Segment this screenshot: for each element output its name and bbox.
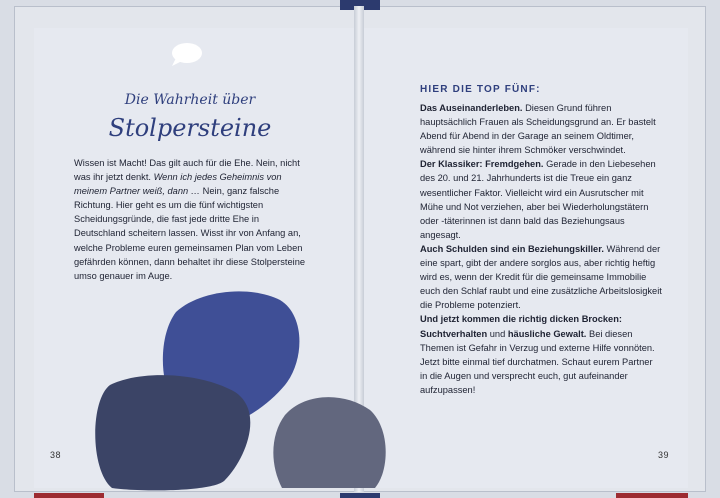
list-item	[420, 242, 662, 312]
item-text: Während der eine spart, gibt der andere sorglos aus, aber richtig heftig wird es, wenn der Kredit für die gemeinsame Immobilie euch den Schlaf raubt und eine zusätzliche Arbeitslosigkeit die Probleme potenziert.	[420, 243, 662, 311]
list-item	[420, 157, 662, 242]
item-title: Der Klassiker: Fremdgehen.	[420, 159, 544, 170]
item-title: Das Auseinanderleben.	[420, 103, 523, 113]
page-number-right: 39	[658, 450, 670, 460]
list-item	[420, 312, 662, 354]
item-title: Und jetzt kommen die richtig dicken Brocken: Suchtverhalten	[420, 314, 622, 339]
item-text: Bei diesen Themen ist Gefahr in Verzug und externe Hilfe vonnöten.	[420, 328, 655, 353]
closing-paragraph: Jetzt bitte einmal tief durchatmen. Schaut eurem Partner in die Augen und versprecht euch, gut aufeinander aufzupassen!	[420, 356, 653, 395]
item-connector: und	[487, 328, 508, 339]
title-small: Die Wahrheit über	[124, 92, 256, 108]
section-heading: HIER DIE TOP FÜNF:	[420, 84, 541, 95]
item-title-2: häusliche Gewalt.	[507, 328, 587, 339]
item-text: Diesen Grund führen hauptsächlich Frauen als Scheidungsgrund an. Er bastelt Abend für Abend in der Garage an seinem Oldtimer, während sie hinter ihrem Schmöker verschwindet.	[420, 103, 656, 156]
item-text: Gerade in den Liebesehen des 20. und 21. Jahrhunderts ist die Treue ein ganz wesentlicher Faktor. Vielleicht wird ein Ausrutscher mit Mühe und Not verziehen, aber bei Wiederholungstätern oder -täterinnen ist dann bald das Beziehungsaus angesagt.	[420, 159, 656, 240]
page-number-left: 38	[50, 450, 62, 460]
stone-dark	[95, 375, 250, 490]
item-title: Auch Schulden sind ein Beziehungskiller.	[420, 243, 604, 254]
body-rest: Nein, ganz falsche Richtung. Hier geht es um die fünf wichtigsten Scheidungsgründe, die fast jede dritte Ehe in Deutschland scheitern lassen. Wisst ihr von Anfang an, welche Probleme euren gemeinsamen Plan vom Leben gefährden können, dann behaltet ihr diese Stolpersteine umso genauer im Auge.	[74, 186, 306, 281]
stone-grey	[273, 397, 385, 488]
page-title: Stolpersteine	[108, 114, 272, 142]
right-body-text	[420, 101, 662, 397]
body-italic: Wenn ich jedes Geheimnis von meinem Partner weiß, dann …	[74, 172, 282, 197]
body-intro: Wissen ist Macht! Das gilt auch für die Ehe. Nein, nicht was ihr jetzt denkt.	[74, 158, 300, 183]
list-item	[420, 101, 662, 157]
